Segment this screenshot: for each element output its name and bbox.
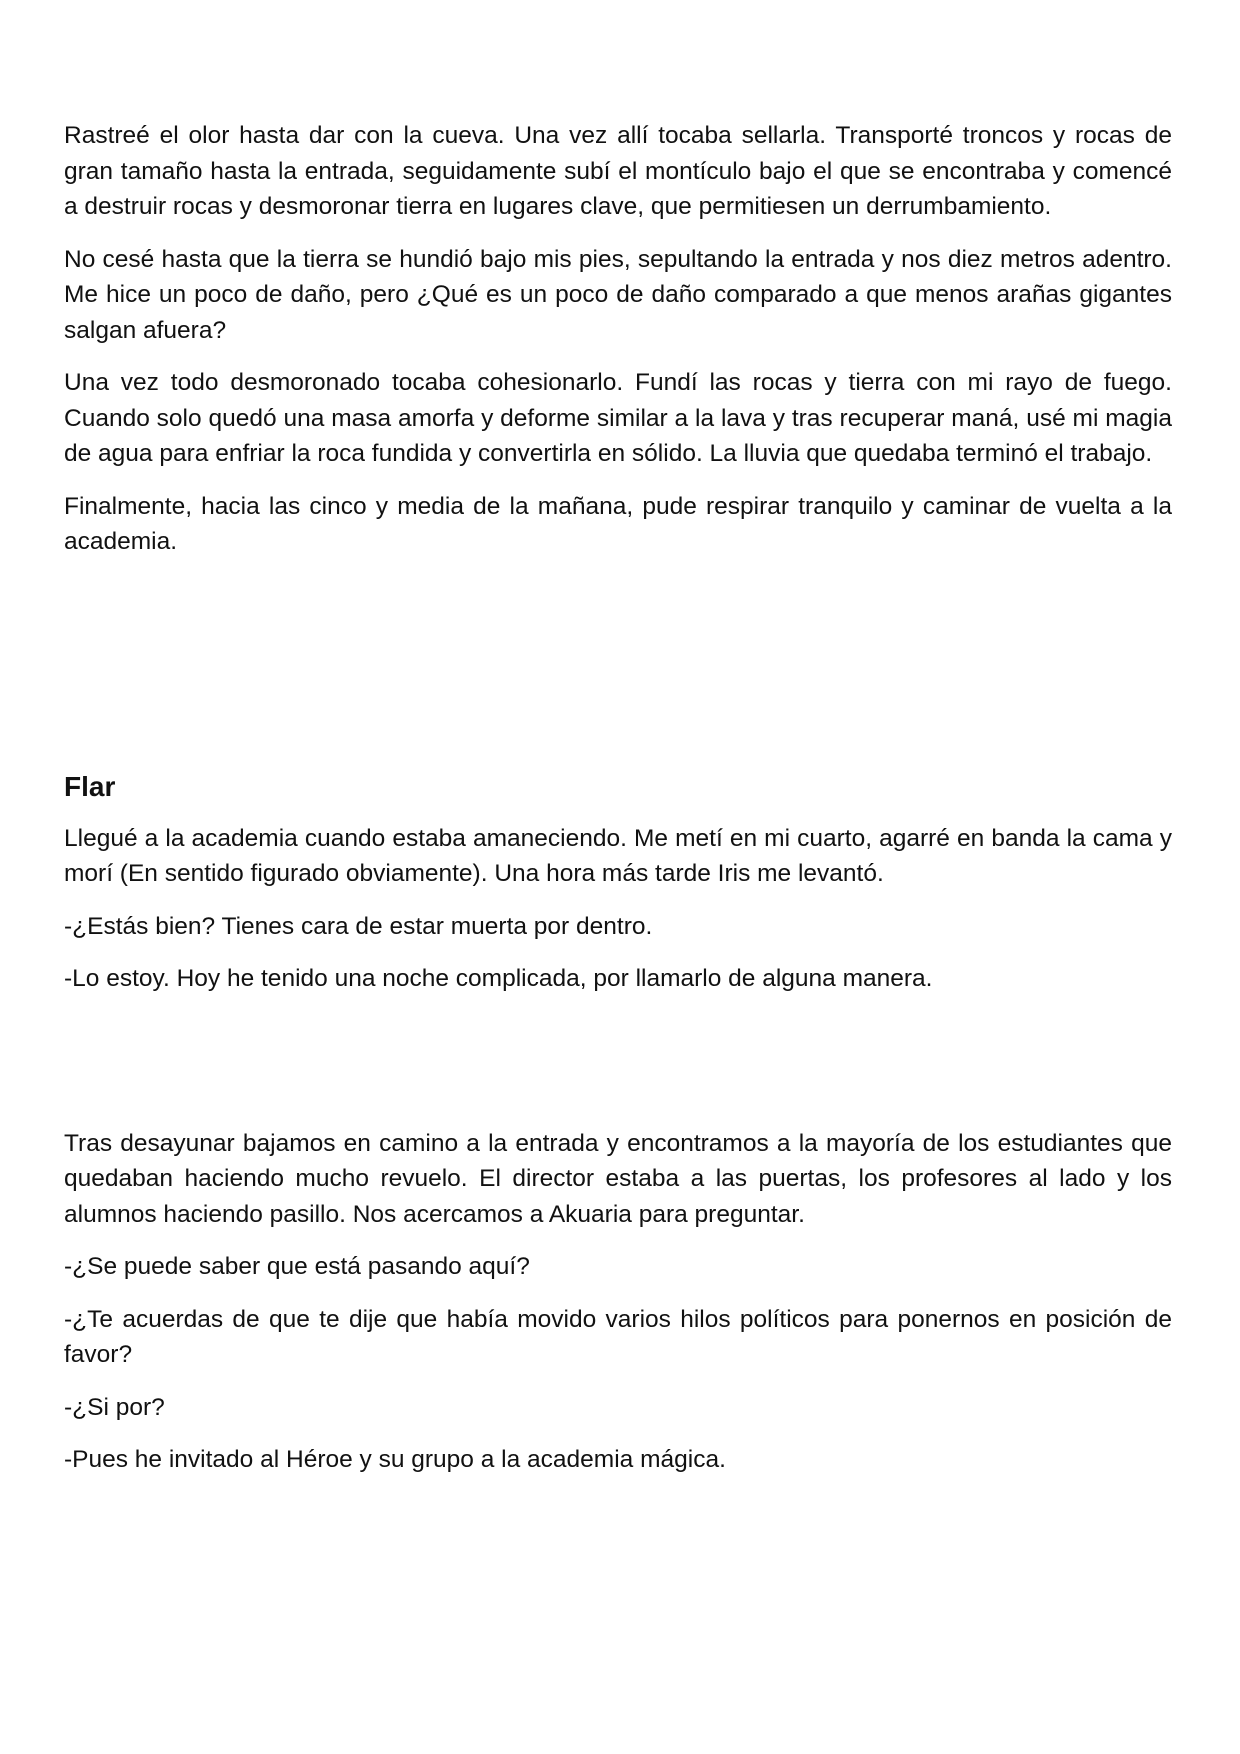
section-spacer [64, 577, 1172, 769]
dialogue-line: -¿Estás bien? Tienes cara de estar muerta por dentro. [64, 912, 653, 940]
document-page [64, 118, 1172, 1495]
section-spacer [64, 1014, 1172, 1126]
paragraph: No cesé hasta que la tierra se hundió bajo mis pies, sepultando la entrada y nos diez metros adentro. Me hice un poco de daño, pero ¿Qué es un poco de daño comparado a que menos arañas gigantes salgan afuera? [64, 245, 1172, 344]
dialogue-line: -¿Se puede saber que está pasando aquí? [64, 1253, 530, 1280]
paragraph: Llegué a la academia cuando estaba amaneciendo. Me metí en mi cuarto, agarré en banda la cama y morí (En sentido figurado obviamente). Una hora más tarde Iris me levantó. [64, 824, 1172, 887]
paragraph: Finalmente, hacia las cinco y media de la mañana, pude respirar tranquilo y caminar de vuelta a la academia. [64, 492, 1172, 555]
section-heading: Flar [64, 770, 116, 802]
dialogue-line: -¿Te acuerdas de que te dije que había movido varios hilos políticos para ponernos en posición de favor? [64, 1305, 1172, 1368]
paragraph: Tras desayunar bajamos en camino a la entrada y encontramos a la mayoría de los estudiantes que quedaban haciendo mucho revuelo. El director estaba a las puertas, los profesores al lado y los alumnos haciendo pasillo. Nos acercamos a Akuaria para preguntar. [64, 1129, 1172, 1228]
paragraph: Una vez todo desmoronado tocaba cohesionarlo. Fundí las rocas y tierra con mi rayo de fuego. Cuando solo quedó una masa amorfa y deforme similar a la lava y tras recuperar maná, usé mi magia de agua para enfriar la roca fundida y convertirla en sólido. La lluvia que quedaba terminó el trabajo. [64, 369, 1172, 467]
dialogue-line: -Lo estoy. Hoy he tenido una noche complicada, por llamarlo de alguna manera. [64, 965, 933, 992]
paragraph: Rastreé el olor hasta dar con la cueva. Una vez allí tocaba sellarla. Transporté troncos y rocas de gran tamaño hasta la entrada, seguidamente subí el montículo bajo el que se encontraba y comencé a destruir rocas y desmoronar tierra en lugares clave, que permitiesen un derrumbamiento. [64, 122, 1172, 220]
dialogue-line: -Pues he invitado al Héroe y su grupo a la academia mágica. [64, 1446, 726, 1473]
dialogue-line: -¿Si por? [64, 1393, 165, 1421]
